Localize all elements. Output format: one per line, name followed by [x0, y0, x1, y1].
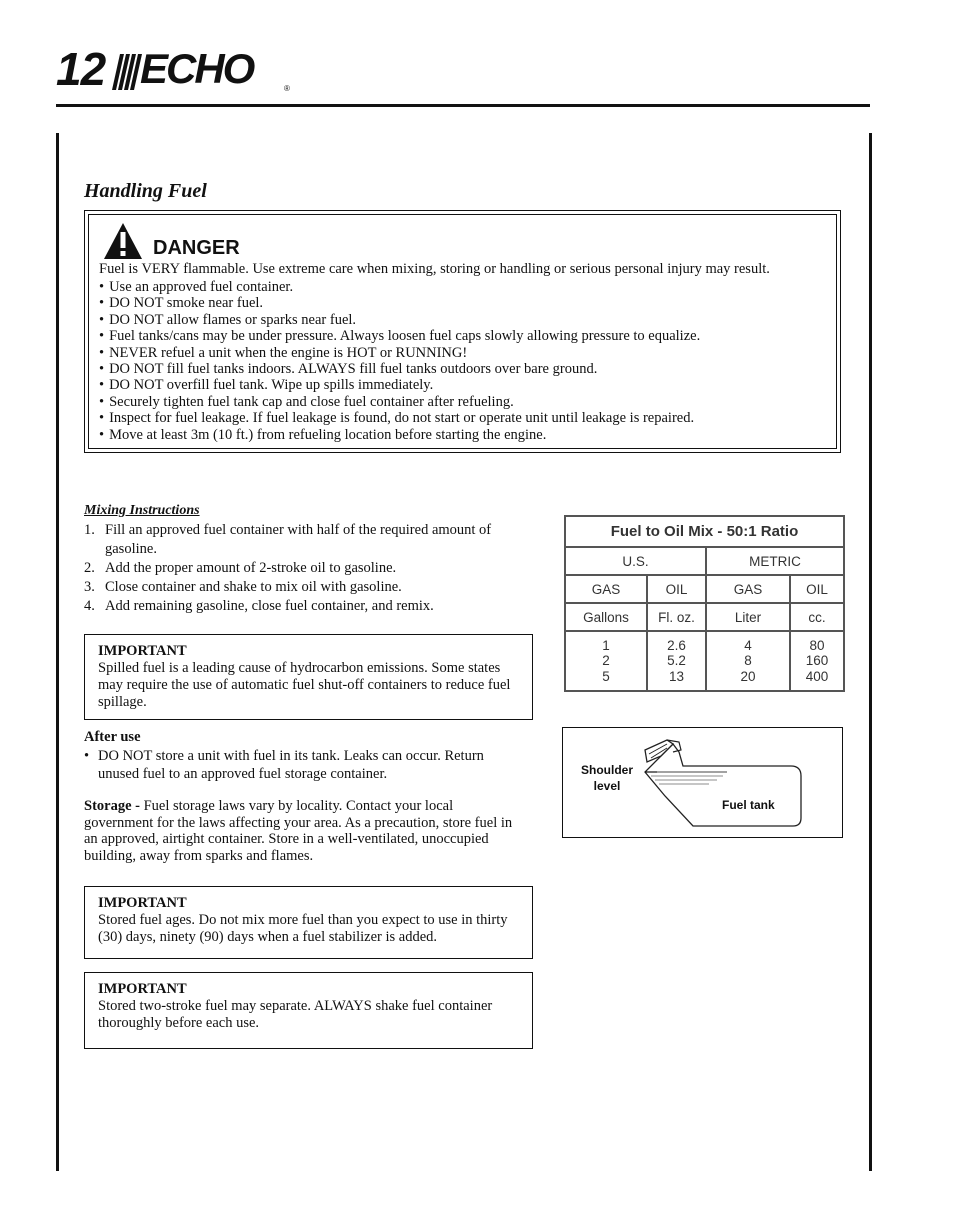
- danger-list: [99, 279, 700, 443]
- cc-values: [790, 631, 844, 691]
- list-item: • NEVER refuel a unit when the engine is HOT or RUNNING!: [99, 345, 700, 361]
- col-oil-metric: OIL: [790, 575, 844, 603]
- list-item: • Fuel tanks/cans may be under pressure. Always loosen fuel caps slowly allowing pressure to equalize.: [99, 328, 700, 344]
- left-margin-rule: [56, 133, 59, 1171]
- list-item: [84, 521, 534, 559]
- table-cell: 400: [805, 668, 829, 684]
- list-item: [84, 597, 534, 616]
- page-number: 12: [56, 43, 106, 95]
- unit-cc: cc.: [790, 603, 844, 631]
- list-item: • Securely tighten fuel tank cap and close fuel container after refueling.: [99, 394, 700, 410]
- echo-logo: [106, 45, 296, 94]
- group-us-header: U.S.: [565, 547, 706, 575]
- important-text: Spilled fuel is a leading cause of hydrocarbon emissions. Some states may require the use of automatic fuel shut-off containers to reduce fuel spillage.: [98, 660, 511, 710]
- important-box-fuel-age: [84, 886, 533, 959]
- shoulder-level-label: Shoulder level: [581, 763, 634, 793]
- gallons-values: [565, 631, 647, 691]
- danger-box: [84, 210, 841, 453]
- step-text: Add remaining gasoline, close fuel container, and remix.: [105, 598, 434, 614]
- table-cell: 5.2: [667, 653, 686, 669]
- list-item: [84, 578, 534, 597]
- step-number: 2.: [84, 560, 95, 576]
- list-item: • DO NOT overfill fuel tank. Wipe up spills immediately.: [99, 377, 700, 393]
- section-title: Handling Fuel: [84, 180, 207, 202]
- list-item: • Inspect for fuel leakage. If fuel leakage is found, do not start or operate unit until leakage is repaired.: [99, 410, 700, 426]
- important-box-fuel-separation: [84, 972, 533, 1049]
- important-text: Stored fuel ages. Do not mix more fuel than you expect to use in thirty (30) days, ninety (90) days when a fuel stabilizer is added.: [98, 912, 508, 945]
- danger-intro: Fuel is VERY flammable. Use extreme care when mixing, storing or handling or serious personal injury may result.: [99, 261, 770, 277]
- table-cell: 80: [809, 637, 825, 653]
- logo-wordmark: ECHO: [140, 45, 254, 92]
- list-item: • DO NOT fill fuel tanks indoors. ALWAYS fill fuel tanks outdoors over bare ground.: [99, 361, 700, 377]
- step-text: Add the proper amount of 2-stroke oil to gasoline.: [105, 560, 397, 576]
- liter-values: [706, 631, 790, 691]
- table-cell: 20: [740, 668, 756, 684]
- storage-paragraph: [84, 798, 524, 864]
- storage-label: Storage -: [84, 798, 140, 814]
- fuel-oil-mix-table: [564, 515, 845, 692]
- table-cell: 13: [668, 668, 685, 684]
- after-use-title: After use: [84, 729, 141, 745]
- important-title: IMPORTANT: [98, 895, 187, 911]
- header-rule: [56, 104, 870, 107]
- col-gas-us: GAS: [565, 575, 647, 603]
- table-cell: 2.6: [667, 637, 686, 653]
- fuel-tank-diagram: [562, 727, 843, 838]
- list-item: • Move at least 3m (10 ft.) from refueling location before starting the engine.: [99, 427, 700, 443]
- col-oil-us: OIL: [647, 575, 706, 603]
- danger-box-inner: [88, 214, 837, 449]
- col-gas-metric: GAS: [706, 575, 790, 603]
- list-item: [84, 559, 534, 578]
- table-cell: 4: [744, 637, 752, 653]
- mixing-steps-list: [84, 521, 534, 616]
- danger-title: DANGER: [153, 237, 240, 259]
- step-number: 1.: [84, 522, 95, 538]
- table-cell: 8: [744, 653, 752, 669]
- unit-liter: Liter: [706, 603, 790, 631]
- list-item: • DO NOT smoke near fuel.: [99, 295, 700, 311]
- table-cell: 5: [602, 668, 610, 684]
- step-text: Fill an approved fuel container with half of the required amount of gasoline.: [105, 522, 492, 557]
- step-number: 4.: [84, 598, 95, 614]
- fl-oz-values: [647, 631, 706, 691]
- list-item: • DO NOT allow flames or sparks near fuel.: [99, 312, 700, 328]
- table-cell: 1: [602, 637, 610, 653]
- list-item: • Use an approved fuel container.: [99, 279, 700, 295]
- warning-triangle-icon: [103, 222, 143, 260]
- mixing-instructions-title: Mixing Instructions: [84, 503, 200, 518]
- important-title: IMPORTANT: [98, 643, 187, 659]
- important-box-emissions: [84, 634, 533, 720]
- registered-mark: ®: [284, 84, 290, 93]
- group-metric-header: METRIC: [706, 547, 844, 575]
- unit-gallons: Gallons: [565, 603, 647, 631]
- after-use-item: • DO NOT store a unit with fuel in its tank. Leaks can occur. Return unused fuel to an approved fuel storage container.: [84, 747, 524, 783]
- important-text: Stored two-stroke fuel may separate. ALWAYS shake fuel container thoroughly before each use.: [98, 998, 493, 1031]
- important-title: IMPORTANT: [98, 981, 187, 997]
- storage-text: Fuel storage laws vary by locality. Contact your local government for the laws affecting your area. As a precaution, store fuel in an approved, airtight container. Store in a well-ventilated, unoccupied building, away from sparks and flames.: [84, 798, 513, 864]
- table-cell: 160: [805, 653, 829, 669]
- fuel-tank-label: Fuel tank: [722, 798, 775, 812]
- right-margin-rule: [869, 133, 872, 1171]
- table-cell: 2: [602, 653, 610, 669]
- step-number: 3.: [84, 579, 95, 595]
- step-text: Close container and shake to mix oil with gasoline.: [105, 579, 402, 595]
- table-title: Fuel to Oil Mix - 50:1 Ratio: [565, 516, 844, 547]
- unit-fl-oz: Fl. oz.: [647, 603, 706, 631]
